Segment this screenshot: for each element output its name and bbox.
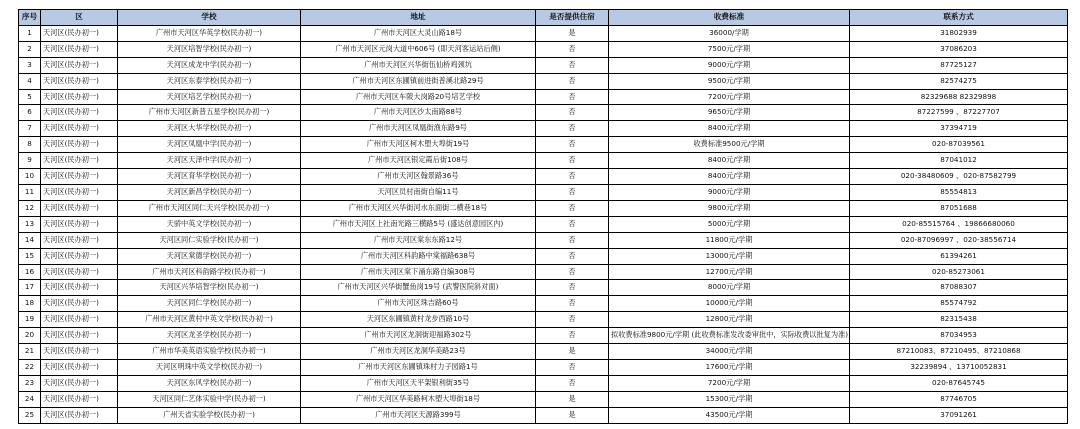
cell-district: 天河区(民办初一) [41, 89, 118, 105]
table-row [19, 328, 1068, 344]
cell-fee: 拟收费标准9800元/学期 (此收费标准发改委审批中，实际收费以批复为准) [609, 328, 850, 344]
cell-fee: 9800元/学期 [609, 200, 850, 216]
cell-fee: 36000/学期 [609, 25, 850, 41]
cell-school: 天河区东泰学校(民办初一) [118, 73, 301, 89]
cell-district: 天河区(民办初一) [41, 391, 118, 407]
cell-contact: 82574275 [850, 73, 1068, 89]
cell-boarding: 否 [536, 312, 609, 328]
cell-index: 22 [19, 359, 41, 375]
cell-school: 天河区棠德学校(民办初一) [118, 248, 301, 264]
cell-address: 广州市天河区兴华街河水东面街二横巷18号 [301, 200, 536, 216]
school-fee-table [18, 9, 1068, 424]
cell-index: 24 [19, 391, 41, 407]
cell-address: 天河区东圃镇黄村龙步西路10号 [301, 312, 536, 328]
cell-boarding: 否 [536, 296, 609, 312]
school-fee-table-container [18, 9, 1068, 424]
table-row [19, 232, 1068, 248]
cell-district: 天河区(民办初一) [41, 328, 118, 344]
cell-boarding: 否 [536, 264, 609, 280]
cell-address: 广州市天河区华美路柯木塱大埠街18号 [301, 391, 536, 407]
cell-address: 广州市天河区翰景路36号 [301, 169, 536, 185]
cell-school: 天河区天泽中学(民办初一) [118, 153, 301, 169]
cell-school: 天河区凤凰中学(民办初一) [118, 137, 301, 153]
table-row [19, 296, 1068, 312]
cell-index: 20 [19, 328, 41, 344]
cell-boarding: 是 [536, 391, 609, 407]
cell-school: 天河区明珠中英文学校(民办初一) [118, 359, 301, 375]
cell-boarding: 否 [536, 216, 609, 232]
cell-fee: 7500元/学期 [609, 41, 850, 57]
cell-address: 广州市天河区上社南光路三横路5号 (盛达创意园区内) [301, 216, 536, 232]
cell-district: 天河区(民办初一) [41, 344, 118, 360]
cell-boarding: 否 [536, 184, 609, 200]
cell-address: 广州市天河区棠东东路12号 [301, 232, 536, 248]
header-district: 区 [41, 10, 118, 26]
cell-district: 天河区(民办初一) [41, 121, 118, 137]
cell-school: 天河区同仁实验学校(民办初一) [118, 232, 301, 248]
cell-boarding: 否 [536, 200, 609, 216]
cell-index: 9 [19, 153, 41, 169]
cell-address: 广州市天河区棠下涌东路自编308号 [301, 264, 536, 280]
cell-address: 广州市天河区柯木塱大埠街19号 [301, 137, 536, 153]
cell-school: 天河区龙圣学校(民办初一) [118, 328, 301, 344]
cell-boarding: 否 [536, 121, 609, 137]
cell-index: 5 [19, 89, 41, 105]
cell-fee: 7200元/学期 [609, 375, 850, 391]
cell-boarding: 否 [536, 153, 609, 169]
cell-school: 广州市天河区黄村中英文学校(民办初一) [118, 312, 301, 328]
cell-district: 天河区(民办初一) [41, 153, 118, 169]
cell-contact: 87088307 [850, 280, 1068, 296]
cell-contact: 85554813 [850, 184, 1068, 200]
cell-school: 天河区兴华培智学校(民办初一) [118, 280, 301, 296]
header-index: 序号 [19, 10, 41, 26]
header-row [19, 10, 1068, 26]
cell-index: 17 [19, 280, 41, 296]
cell-contact: 32239894 、13710052831 [850, 359, 1068, 375]
header-contact: 联系方式 [850, 10, 1068, 26]
table-row [19, 105, 1068, 121]
table-row [19, 41, 1068, 57]
cell-fee: 34000元/学期 [609, 344, 850, 360]
cell-fee: 10000元/学期 [609, 296, 850, 312]
cell-district: 天河区(民办初一) [41, 359, 118, 375]
table-row [19, 312, 1068, 328]
cell-district: 天河区(民办初一) [41, 280, 118, 296]
cell-fee: 9000元/学期 [609, 184, 850, 200]
cell-boarding: 否 [536, 359, 609, 375]
table-row [19, 264, 1068, 280]
cell-school: 广州市华美英语实验学校(民办初一) [118, 344, 301, 360]
cell-index: 3 [19, 57, 41, 73]
cell-boarding: 是 [536, 407, 609, 423]
table-row [19, 200, 1068, 216]
header-fee: 收费标准 [609, 10, 850, 26]
cell-contact: 020-87096997 、020-38556714 [850, 232, 1068, 248]
cell-boarding: 是 [536, 25, 609, 41]
cell-fee: 8400元/学期 [609, 121, 850, 137]
cell-contact: 82315438 [850, 312, 1068, 328]
table-row [19, 121, 1068, 137]
cell-fee: 8400元/学期 [609, 169, 850, 185]
cell-contact: 37394719 [850, 121, 1068, 137]
cell-index: 1 [19, 25, 41, 41]
cell-school: 天骄中英文学校(民办初一) [118, 216, 301, 232]
table-row [19, 153, 1068, 169]
cell-index: 2 [19, 41, 41, 57]
cell-index: 16 [19, 264, 41, 280]
cell-address: 广州市天河区沙太南路88号 [301, 105, 536, 121]
cell-index: 14 [19, 232, 41, 248]
cell-school: 天河区成龙中学(民办初一) [118, 57, 301, 73]
cell-address: 广州市天河区东圃镇珠村力子园路1号 [301, 359, 536, 375]
cell-district: 天河区(民办初一) [41, 248, 118, 264]
cell-fee: 9000元/学期 [609, 57, 850, 73]
cell-school: 天河区培智学校(民办初一) [118, 41, 301, 57]
cell-contact: 020-87039561 [850, 137, 1068, 153]
cell-index: 11 [19, 184, 41, 200]
cell-district: 天河区(民办初一) [41, 407, 118, 423]
cell-index: 10 [19, 169, 41, 185]
cell-district: 天河区(民办初一) [41, 232, 118, 248]
table-row [19, 375, 1068, 391]
cell-fee: 7200元/学期 [609, 89, 850, 105]
cell-address: 广州市天河区兴华街伍仙桥鸡颈坑 [301, 57, 536, 73]
cell-address: 天河区员村南街自编11号 [301, 184, 536, 200]
cell-boarding: 否 [536, 105, 609, 121]
cell-district: 天河区(民办初一) [41, 41, 118, 57]
cell-contact: 87210083、87210495、87210868 [850, 344, 1068, 360]
cell-index: 23 [19, 375, 41, 391]
table-row [19, 216, 1068, 232]
cell-boarding: 否 [536, 328, 609, 344]
cell-index: 18 [19, 296, 41, 312]
cell-boarding: 否 [536, 73, 609, 89]
table-row [19, 57, 1068, 73]
cell-address: 广州市天河区大灵山路18号 [301, 25, 536, 41]
cell-district: 天河区(民办初一) [41, 200, 118, 216]
cell-boarding: 是 [536, 344, 609, 360]
table-row [19, 169, 1068, 185]
cell-district: 天河区(民办初一) [41, 264, 118, 280]
cell-index: 19 [19, 312, 41, 328]
cell-address: 广州市天河区天源路399号 [301, 407, 536, 423]
cell-index: 4 [19, 73, 41, 89]
cell-district: 天河区(民办初一) [41, 137, 118, 153]
cell-contact: 87034953 [850, 328, 1068, 344]
cell-contact: 020-87645745 [850, 375, 1068, 391]
cell-address: 广州市天河区龙洞华美路23号 [301, 344, 536, 360]
cell-address: 广州市天河区科韵路中棠福路638号 [301, 248, 536, 264]
cell-address: 广州市天河区珠吉路60号 [301, 296, 536, 312]
cell-boarding: 否 [536, 280, 609, 296]
cell-district: 天河区(民办初一) [41, 25, 118, 41]
cell-school: 天河区同仁学校(民办初一) [118, 296, 301, 312]
cell-address: 广州市天河区兴华街蟹鱼岗19号 (武警医院斜对面) [301, 280, 536, 296]
cell-fee: 收费标准9500元/学期 [609, 137, 850, 153]
table-row [19, 407, 1068, 423]
cell-fee: 43500元/学期 [609, 407, 850, 423]
cell-boarding: 否 [536, 375, 609, 391]
cell-fee: 9650元/学期 [609, 105, 850, 121]
table-row [19, 73, 1068, 89]
cell-school: 天河区育华学校(民办初一) [118, 169, 301, 185]
cell-contact: 87041012 [850, 153, 1068, 169]
cell-index: 15 [19, 248, 41, 264]
cell-school: 天河区新昌学校(民办初一) [118, 184, 301, 200]
cell-index: 12 [19, 200, 41, 216]
cell-contact: 020-38480609 、020-87582799 [850, 169, 1068, 185]
cell-index: 21 [19, 344, 41, 360]
table-row [19, 89, 1068, 105]
cell-fee: 9500元/学期 [609, 73, 850, 89]
cell-district: 天河区(民办初一) [41, 296, 118, 312]
cell-district: 天河区(民办初一) [41, 105, 118, 121]
cell-school: 天河区东风学校(民办初一) [118, 375, 301, 391]
cell-address: 广州市天河区车陂大岗路20号培艺学校 [301, 89, 536, 105]
cell-contact: 020-85515764 、19866680060 [850, 216, 1068, 232]
cell-boarding: 否 [536, 248, 609, 264]
cell-district: 天河区(民办初一) [41, 312, 118, 328]
table-body [19, 25, 1068, 423]
cell-fee: 12800元/学期 [609, 312, 850, 328]
table-row [19, 359, 1068, 375]
cell-contact: 37091261 [850, 407, 1068, 423]
cell-fee: 17600元/学期 [609, 359, 850, 375]
cell-index: 6 [19, 105, 41, 121]
cell-school: 天河区同仁艺体实验中学(民办初一) [118, 391, 301, 407]
cell-boarding: 否 [536, 41, 609, 57]
cell-district: 天河区(民办初一) [41, 73, 118, 89]
table-row [19, 391, 1068, 407]
cell-fee: 12700元/学期 [609, 264, 850, 280]
table-row [19, 280, 1068, 296]
header-boarding: 是否提供住宿 [536, 10, 609, 26]
cell-address: 广州市天河区龙洞街迎福路302号 [301, 328, 536, 344]
cell-address: 广州市天河区银定霞后街108号 [301, 153, 536, 169]
cell-district: 天河区(民办初一) [41, 184, 118, 200]
cell-address: 广州市天河区天平架银利街35号 [301, 375, 536, 391]
cell-district: 天河区(民办初一) [41, 169, 118, 185]
cell-contact: 87227599 、87227707 [850, 105, 1068, 121]
cell-contact: 61394261 [850, 248, 1068, 264]
cell-boarding: 否 [536, 169, 609, 185]
cell-school: 天河区培艺学校(民办初一) [118, 89, 301, 105]
cell-district: 天河区(民办初一) [41, 57, 118, 73]
cell-contact: 31802939 [850, 25, 1068, 41]
table-row [19, 25, 1068, 41]
cell-address: 广州市天河区元岗大道中606号 (即天河客运站后侧) [301, 41, 536, 57]
cell-school: 广州市天河区华英学校(民办初一) [118, 25, 301, 41]
cell-contact: 020-85273061 [850, 264, 1068, 280]
cell-boarding: 否 [536, 137, 609, 153]
cell-fee: 15300元/学期 [609, 391, 850, 407]
cell-fee: 13000元/学期 [609, 248, 850, 264]
cell-boarding: 否 [536, 232, 609, 248]
cell-contact: 87051688 [850, 200, 1068, 216]
header-address: 地址 [301, 10, 536, 26]
cell-fee: 11800元/学期 [609, 232, 850, 248]
cell-index: 8 [19, 137, 41, 153]
table-row [19, 137, 1068, 153]
cell-district: 天河区(民办初一) [41, 216, 118, 232]
cell-school: 广州市天河区同仁天兴学校(民办初一) [118, 200, 301, 216]
cell-index: 7 [19, 121, 41, 137]
table-row [19, 184, 1068, 200]
cell-contact: 82329688 82329898 [850, 89, 1068, 105]
cell-fee: 5000元/学期 [609, 216, 850, 232]
cell-contact: 85574792 [850, 296, 1068, 312]
cell-index: 25 [19, 407, 41, 423]
cell-index: 13 [19, 216, 41, 232]
cell-address: 广州市天河区东圃镇前进街普溪北路29号 [301, 73, 536, 89]
table-row [19, 344, 1068, 360]
cell-district: 天河区(民办初一) [41, 375, 118, 391]
cell-contact: 87725127 [850, 57, 1068, 73]
cell-school: 广州天省实验学校(民办初一) [118, 407, 301, 423]
cell-contact: 87746705 [850, 391, 1068, 407]
table-row [19, 248, 1068, 264]
cell-boarding: 否 [536, 89, 609, 105]
cell-contact: 37086203 [850, 41, 1068, 57]
cell-school: 广州市天河区科韵路学校(民办初一) [118, 264, 301, 280]
cell-school: 广州市天河区新普五星学校(民办初一) [118, 105, 301, 121]
cell-school: 天河区大华学校(民办初一) [118, 121, 301, 137]
cell-address: 广州市天河区凤凰街渔东路9号 [301, 121, 536, 137]
cell-fee: 8400元/学期 [609, 153, 850, 169]
cell-fee: 8000元/学期 [609, 280, 850, 296]
header-school: 学校 [118, 10, 301, 26]
cell-boarding: 否 [536, 57, 609, 73]
